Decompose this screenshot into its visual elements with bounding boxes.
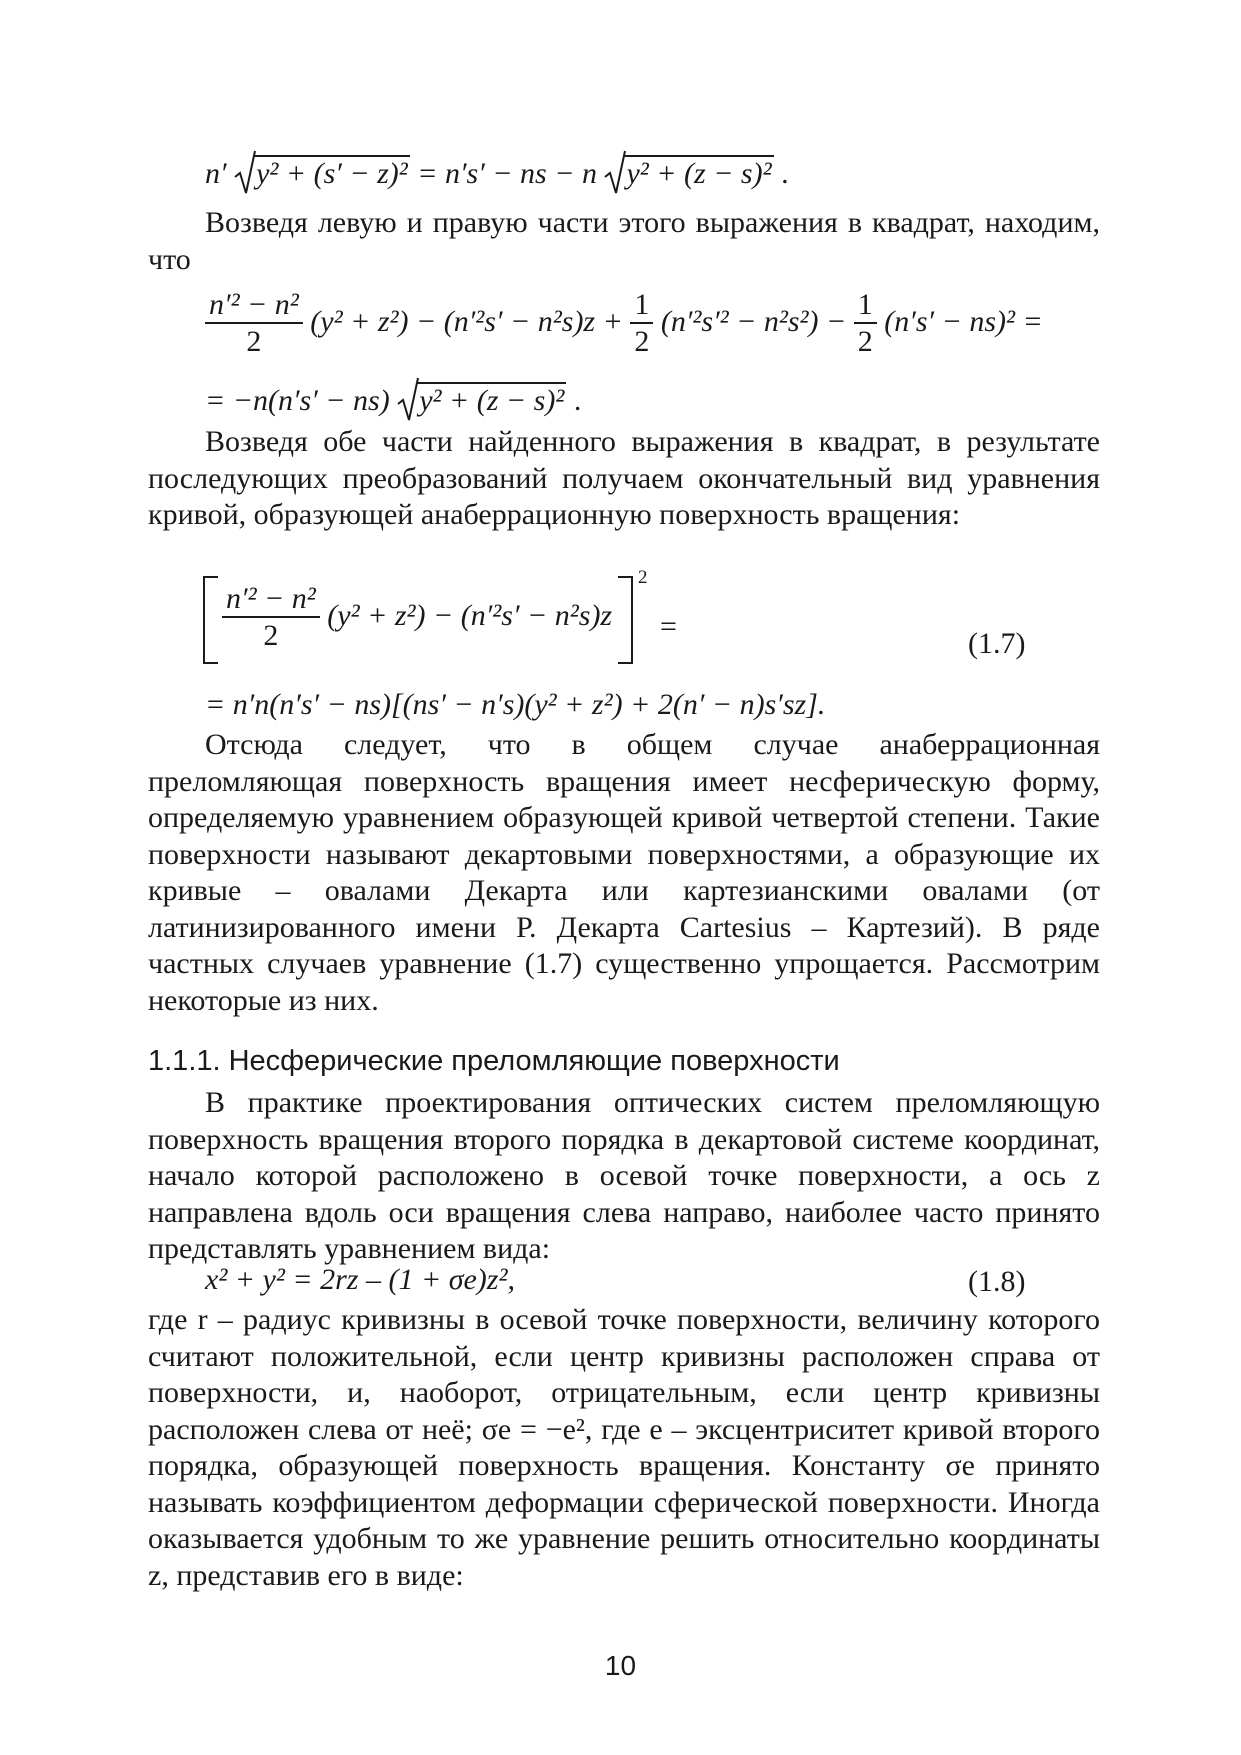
fraction-half-2-numerator: 1 [854,288,877,324]
eq-top-rhs-radicand: y² + (z − s)² [626,157,772,190]
equation-number-1-8: (1.8) [968,1265,1026,1298]
radical-sign-icon [604,149,626,195]
equation-expanded-line-2 [205,382,581,416]
left-square-bracket-icon [200,575,220,665]
fraction-half-1-numerator: 1 [630,288,653,324]
eq-expanded-term-2: (n′²s′² − n²s²) − [660,304,847,338]
fraction-denominator: 2 [246,325,262,358]
fraction-half-1 [630,288,653,360]
eq-top-lhs-n: n′ [205,157,227,190]
paragraph-5: где r – радиус кривизны в осевой точке поверхности, величину которого считают положительной, если центр кривизны расположен справа от поверхности, и, наоборот, отрицательным, если центр кривизны расположен слева от неё; σe = −e², где e – эксцентриситет кривой второго порядка, образующей поверхность вращения. Константу σe принято называть коэффициентом деформации сферической поверхности. Иногда оказывается удобным то же уравнение решить относительно координаты z, представив его в виде: [148,1303,1100,1592]
radical-expanded [397,382,566,416]
eq-expanded-term-3: (n′s′ − ns)² = [884,304,1043,338]
eq-top-lhs-radicand: y² + (s′ − z)² [256,157,408,190]
eq-1-7-power: 2 [638,567,648,588]
eq-1-7-equals: = [660,610,677,643]
fraction-main [205,288,303,360]
eq-1-7-line-2: = n′n(n′s′ − ns)[(ns′ − n′s)(y² + z²) + 2(n′ − n)s′sz]. [205,688,826,721]
equation-1-7-line-2 [205,690,825,720]
fraction-1-7 [222,582,320,654]
fraction-1-7-numerator: n′² − n² [222,582,320,618]
equation-1-8 [205,1265,515,1295]
eq-top-rhs: = n′s′ − ns − n [417,157,597,190]
paragraph-3: Отсюда следует, что в общем случае анаберрационная преломляющая поверхность вращения имеет несферическую форму, определяемую уравнением образующей кривой четвертой степени. Такие поверхности называют декартовыми поверхностями, а образующие их кривые – овалами Декарта или картезианскими овалами (от латинизированного имени Р. Декарта Cartesius – Картезий). В ряде частных случаев уравнение (1.7) существенно упрощается. Рассмотрим некоторые из них. [148,728,1100,1017]
paragraph-4: В практике проектирования оптических систем преломляющую поверхность вращения второго порядка в декартовой системе координат, начало которой расположено в осевой точке поверхности, а ось z направлена вдоль оси вращения слева направо, наиболее часто принято представлять уравнением вида: [148,1086,1100,1265]
fraction-half-1-denominator: 2 [634,325,650,358]
eq-expanded-radicand: y² + (z − s)² [419,384,565,417]
equation-expanded [205,288,1043,360]
equation-1-7 [222,582,612,654]
eq-1-7-term-1: (y² + z²) − (n′²s′ − n²s)z [327,598,613,632]
radical-lhs [234,155,410,189]
equation-top [205,155,789,189]
fraction-1-7-denominator: 2 [263,619,279,652]
right-square-bracket-icon [616,575,636,665]
eq-expanded-end: . [573,384,582,417]
page-number: 10 [604,1650,637,1681]
radical-sign-icon [234,149,256,195]
eq-1-8-text: x² + y² = 2rz – (1 + σe)z², [205,1263,515,1296]
section-heading: 1.1.1. Несферические преломляющие поверхности [148,1045,840,1077]
equation-number-1-7: (1.7) [968,627,1026,660]
fraction-half-2-denominator: 2 [857,325,873,358]
eq-top-end: . [781,157,789,190]
fraction-half-2 [854,288,877,360]
paragraph-1: Возведя левую и правую части этого выражения в квадрат, находим, что [148,206,1100,276]
fraction-numerator: n′² − n² [205,288,303,324]
radical-sign-icon [397,376,419,422]
eq-expanded-term-1: (y² + z²) − (n′²s′ − n²s)z + [310,304,623,338]
radical-rhs [604,155,773,189]
eq-expanded-line-2: = −n(n′s′ − ns) [205,384,390,417]
paragraph-2: Возведя обе части найденного выражения в квадрат, в результате последующих преобразований получаем окончательный вид уравнения кривой, образующей анаберрационную поверхность вращения: [148,425,1100,531]
